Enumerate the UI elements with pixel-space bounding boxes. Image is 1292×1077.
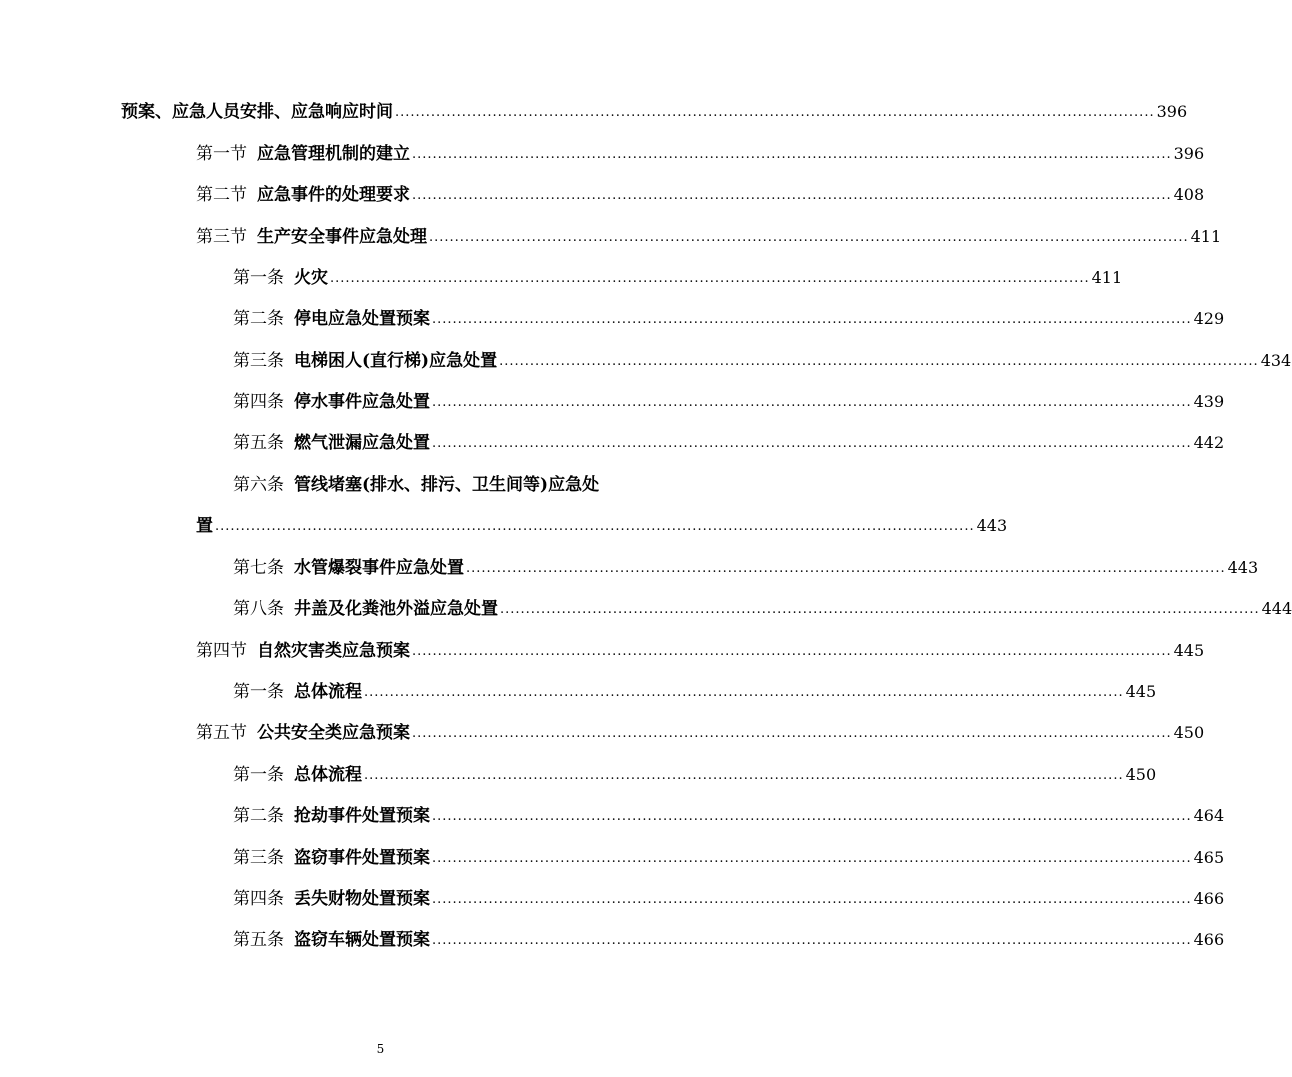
toc-entry: [233, 428, 1225, 454]
toc-entry-page: 396: [1156, 102, 1188, 121]
toc-entry: [233, 843, 1225, 869]
toc-entry-title: 生产安全事件应急处理: [257, 227, 427, 247]
leader-dots: ....................................................................................................................................................: [432, 892, 1192, 907]
toc-entry: [233, 470, 639, 496]
toc-entry-title: 总体流程: [294, 765, 362, 785]
toc-entry: [233, 884, 1225, 910]
leader-dots: ....................................................................................................................................................: [432, 395, 1192, 410]
toc-entry-title: 电梯困人(直行梯)应急处置: [294, 351, 498, 371]
toc-entry-title: 盗窃车辆处置预案: [294, 930, 430, 950]
leader-dots: ....................................................................................................................................................: [215, 519, 975, 534]
toc-entry-page: 444: [1261, 599, 1292, 618]
toc-entry-prefix: 第五节: [196, 723, 247, 743]
toc-entry-page: 434: [1260, 351, 1292, 370]
toc-entry-title: 应急管理机制的建立: [257, 144, 410, 164]
toc-entry-page: 466: [1193, 930, 1225, 949]
toc-entry-page: 465: [1193, 848, 1225, 867]
toc-entry: [233, 304, 1225, 330]
toc-entry-page: 408: [1173, 185, 1205, 204]
leader-dots: ....................................................................................................................................................: [500, 602, 1260, 617]
toc-entry-prefix: 第一条: [233, 682, 284, 702]
toc-entry-prefix: 第一条: [233, 765, 284, 785]
toc-entry-title: 井盖及化粪池外溢应急处置: [294, 599, 498, 619]
toc-entry-prefix: 第四条: [233, 392, 284, 412]
toc-entry-title-continuation: 置: [196, 516, 213, 536]
toc-entry-title: 盗窃事件处置预案: [294, 848, 430, 868]
toc-entry-title: 自然灾害类应急预案: [257, 641, 410, 661]
leader-dots: ....................................................................................................................................................: [466, 561, 1226, 576]
toc-entry-continuation: [196, 511, 1008, 537]
toc-entry-prefix: 第八条: [233, 599, 284, 619]
toc-entry: [121, 97, 1188, 123]
toc-entry-page: 466: [1193, 889, 1225, 908]
toc-entry: [233, 594, 1292, 620]
toc-entry-prefix: 第一节: [196, 144, 247, 164]
toc-entry-page: 450: [1125, 765, 1157, 784]
toc-entry: [196, 636, 1205, 662]
toc-entry-title: 丢失财物处置预案: [294, 889, 430, 909]
leader-dots: ....................................................................................................................................................: [429, 230, 1189, 245]
leader-dots: ....................................................................................................................................................: [364, 685, 1124, 700]
leader-dots: ....................................................................................................................................................: [432, 933, 1192, 948]
toc-entry: [196, 718, 1205, 744]
toc-entry: [196, 222, 1222, 248]
toc-entry: [233, 925, 1225, 951]
leader-dots: ....................................................................................................................................................: [364, 768, 1124, 783]
toc-entry-prefix: 第五条: [233, 930, 284, 950]
toc-entry-title: 停电应急处置预案: [294, 309, 430, 329]
toc-entry-page: 464: [1193, 806, 1225, 825]
leader-dots: ....................................................................................................................................................: [432, 851, 1192, 866]
toc-entry: [233, 760, 1157, 786]
toc-entry-page: 411: [1091, 268, 1123, 287]
toc-entry: [233, 263, 1123, 289]
toc-entry-title: 公共安全类应急预案: [257, 723, 410, 743]
toc-entry-page: 411: [1190, 227, 1222, 246]
toc-entry-page: 445: [1173, 641, 1205, 660]
toc-entry-title: 管线堵塞(排水、排污、卫生间等)应急处: [294, 475, 600, 495]
toc-entry-title: 应急事件的处理要求: [257, 185, 410, 205]
page-number: 5: [376, 1042, 385, 1056]
toc-entry-prefix: 第三节: [196, 227, 247, 247]
toc-entry-page: 443: [976, 516, 1008, 535]
toc-entry-title: 水管爆裂事件应急处置: [294, 558, 464, 578]
toc-entry: [233, 553, 1259, 579]
leader-dots: ....................................................................................................................................................: [432, 436, 1192, 451]
toc-entry-title: 预案、应急人员安排、应急响应时间: [121, 102, 393, 122]
toc-entry-page: 442: [1193, 433, 1225, 452]
leader-dots: ....................................................................................................................................................: [412, 147, 1172, 162]
toc-entry-prefix: 第二条: [233, 806, 284, 826]
toc-entry: [233, 677, 1157, 703]
toc-entry: [233, 387, 1225, 413]
toc-entry-prefix: 第一条: [233, 268, 284, 288]
leader-dots: ....................................................................................................................................................: [412, 644, 1172, 659]
leader-dots: ....................................................................................................................................................: [432, 312, 1192, 327]
toc-entry: [233, 346, 1292, 372]
leader-dots: ....................................................................................................................................................: [330, 271, 1090, 286]
toc-entry-page: 439: [1193, 392, 1225, 411]
toc-entry-page: 445: [1125, 682, 1157, 701]
toc-entry-title: 抢劫事件处置预案: [294, 806, 430, 826]
toc-entry-page: 443: [1227, 558, 1259, 577]
toc-entry-prefix: 第三条: [233, 351, 284, 371]
toc-entry-page: 429: [1193, 309, 1225, 328]
leader-dots: ....................................................................................................................................................: [499, 354, 1259, 369]
toc-entry-prefix: 第三条: [233, 848, 284, 868]
leader-dots: ....................................................................................................................................................: [412, 188, 1172, 203]
toc-entry-prefix: 第五条: [233, 433, 284, 453]
toc-entry-title: 火灾: [294, 268, 328, 288]
toc-entry: [196, 180, 1205, 206]
toc-entry-title: 燃气泄漏应急处置: [294, 433, 430, 453]
toc-entry-prefix: 第四节: [196, 641, 247, 661]
toc-entry-title: 停水事件应急处置: [294, 392, 430, 412]
toc-entry: [196, 139, 1205, 165]
toc-entry-page: 396: [1173, 144, 1205, 163]
leader-dots: ....................................................................................................................................................: [395, 105, 1155, 120]
leader-dots: ....................................................................................................................................................: [432, 809, 1192, 824]
toc-entry-prefix: 第六条: [233, 475, 284, 495]
toc-entry-prefix: 第七条: [233, 558, 284, 578]
toc-entry-prefix: 第二节: [196, 185, 247, 205]
toc-entry-prefix: 第四条: [233, 889, 284, 909]
toc-entry: [233, 801, 1225, 827]
leader-dots: ....................................................................................................................................................: [412, 726, 1172, 741]
toc-entry-page: 450: [1173, 723, 1205, 742]
toc-entry-title: 总体流程: [294, 682, 362, 702]
toc-entry-prefix: 第二条: [233, 309, 284, 329]
